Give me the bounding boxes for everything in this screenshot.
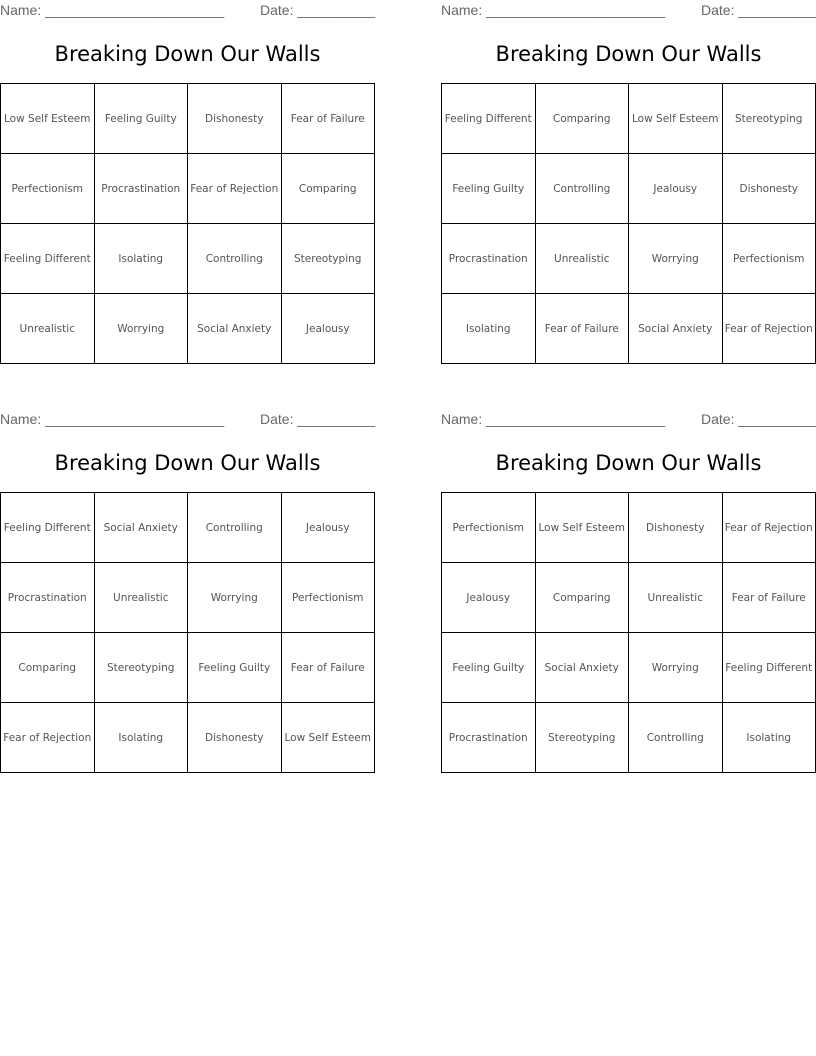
grid-cell: Fear of Rejection [188, 154, 282, 224]
grid-cell: Isolating [442, 294, 536, 364]
grid-cell: Comparing [535, 84, 629, 154]
grid-cell: Low Self Esteem [1, 84, 95, 154]
grid-cell: Unrealistic [535, 224, 629, 294]
grid-cell: Low Self Esteem [281, 703, 375, 773]
grid-cell: Social Anxiety [629, 294, 723, 364]
grid-cell: Isolating [94, 703, 188, 773]
grid-cell: Perfectionism [722, 224, 816, 294]
grid-cell: Fear of Rejection [722, 493, 816, 563]
grid-cell: Controlling [188, 224, 282, 294]
grid-cell: Feeling Guilty [94, 84, 188, 154]
grid-cell: Low Self Esteem [535, 493, 629, 563]
grid-row [442, 703, 816, 773]
bingo-grid [441, 492, 816, 773]
grid-cell: Social Anxiety [188, 294, 282, 364]
grid-row [1, 294, 375, 364]
grid-cell: Dishonesty [188, 84, 282, 154]
card-title: Breaking Down Our Walls [495, 42, 762, 66]
grid-cell: Perfectionism [1, 154, 95, 224]
grid-row [1, 154, 375, 224]
bingo-grid [0, 492, 375, 773]
grid-cell: Jealousy [281, 294, 375, 364]
grid-cell: Jealousy [442, 563, 536, 633]
grid-cell: Perfectionism [442, 493, 536, 563]
date-field: Date: __________ [701, 411, 816, 427]
grid-cell: Worrying [188, 563, 282, 633]
name-field: Name: _______________________ [441, 411, 666, 427]
grid-row [1, 224, 375, 294]
bingo-card-2 [441, 0, 816, 380]
name-field: Name: _______________________ [441, 2, 666, 18]
grid-cell: Feeling Guilty [442, 633, 536, 703]
grid-cell: Feeling Different [442, 84, 536, 154]
grid-cell: Stereotyping [535, 703, 629, 773]
grid-row [442, 633, 816, 703]
grid-cell: Fear of Rejection [722, 294, 816, 364]
grid-cell: Fear of Failure [281, 84, 375, 154]
grid-row [442, 224, 816, 294]
grid-cell: Stereotyping [722, 84, 816, 154]
grid-row [442, 84, 816, 154]
grid-cell: Unrealistic [94, 563, 188, 633]
grid-cell: Isolating [94, 224, 188, 294]
grid-cell: Procrastination [442, 703, 536, 773]
grid-cell: Feeling Different [1, 224, 95, 294]
bingo-card-4 [441, 409, 816, 789]
name-date-line [441, 0, 816, 20]
grid-cell: Unrealistic [629, 563, 723, 633]
grid-cell: Procrastination [442, 224, 536, 294]
grid-cell: Stereotyping [94, 633, 188, 703]
grid-cell: Worrying [629, 224, 723, 294]
grid-cell: Controlling [629, 703, 723, 773]
grid-cell: Jealousy [629, 154, 723, 224]
grid-cell: Dishonesty [629, 493, 723, 563]
grid-cell: Procrastination [1, 563, 95, 633]
name-field: Name: _______________________ [0, 411, 225, 427]
grid-cell: Worrying [629, 633, 723, 703]
grid-cell: Comparing [281, 154, 375, 224]
grid-cell: Fear of Failure [281, 633, 375, 703]
grid-row [1, 563, 375, 633]
grid-row [442, 154, 816, 224]
grid-row [1, 633, 375, 703]
grid-cell: Social Anxiety [94, 493, 188, 563]
grid-cell: Stereotyping [281, 224, 375, 294]
name-date-line [441, 409, 816, 429]
grid-cell: Dishonesty [188, 703, 282, 773]
bingo-grid [441, 83, 816, 364]
grid-cell: Feeling Different [1, 493, 95, 563]
grid-cell: Controlling [188, 493, 282, 563]
card-title: Breaking Down Our Walls [54, 451, 321, 475]
grid-cell: Feeling Guilty [442, 154, 536, 224]
date-field: Date: __________ [260, 2, 376, 18]
date-field: Date: __________ [260, 411, 376, 427]
grid-cell: Feeling Guilty [188, 633, 282, 703]
name-field: Name: _______________________ [0, 2, 225, 18]
bingo-card-3 [0, 409, 375, 789]
grid-row [1, 493, 375, 563]
grid-cell: Comparing [1, 633, 95, 703]
grid-cell: Isolating [722, 703, 816, 773]
grid-cell: Jealousy [281, 493, 375, 563]
grid-cell: Fear of Rejection [1, 703, 95, 773]
grid-cell: Unrealistic [1, 294, 95, 364]
grid-cell: Worrying [94, 294, 188, 364]
grid-cell: Social Anxiety [535, 633, 629, 703]
card-title: Breaking Down Our Walls [54, 42, 321, 66]
grid-cell: Feeling Different [722, 633, 816, 703]
grid-row [1, 84, 375, 154]
grid-cell: Fear of Failure [535, 294, 629, 364]
grid-row [442, 563, 816, 633]
card-title: Breaking Down Our Walls [495, 451, 762, 475]
grid-row [442, 493, 816, 563]
grid-row [442, 294, 816, 364]
grid-cell: Fear of Failure [722, 563, 816, 633]
grid-cell: Controlling [535, 154, 629, 224]
date-field: Date: __________ [701, 2, 816, 18]
grid-cell: Comparing [535, 563, 629, 633]
grid-cell: Dishonesty [722, 154, 816, 224]
bingo-grid [0, 83, 375, 364]
grid-row [1, 703, 375, 773]
grid-cell: Low Self Esteem [629, 84, 723, 154]
name-date-line [0, 0, 375, 20]
name-date-line [0, 409, 375, 429]
bingo-card-1 [0, 0, 375, 380]
grid-cell: Perfectionism [281, 563, 375, 633]
grid-cell: Procrastination [94, 154, 188, 224]
